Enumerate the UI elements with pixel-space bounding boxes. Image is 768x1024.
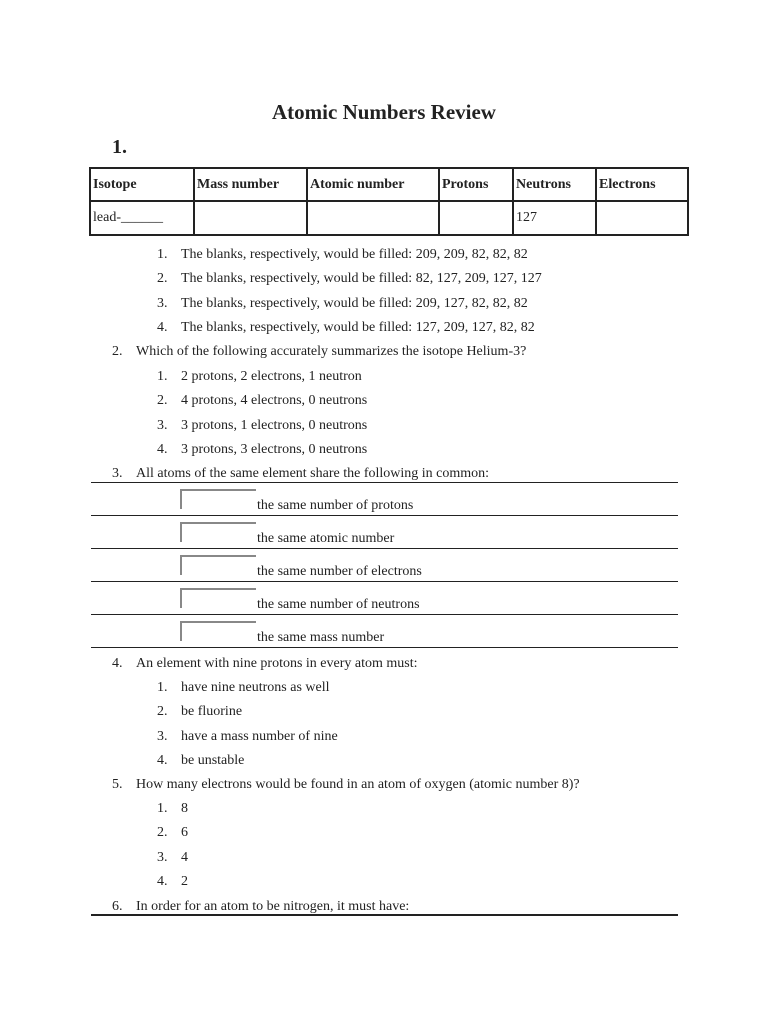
question-2-options	[157, 365, 367, 462]
question-4-options	[157, 676, 338, 773]
divider	[91, 482, 678, 483]
header-cell: Mass number	[194, 168, 307, 201]
divider	[91, 614, 678, 615]
divider	[91, 647, 678, 648]
header-cell: Atomic number	[307, 168, 439, 201]
table-cell: lead-______	[90, 201, 194, 235]
checkbox[interactable]	[180, 621, 256, 641]
list-item: 3. have a mass number of nine	[157, 728, 338, 744]
question-4: 4. An element with nine protons in every atom must:	[112, 656, 418, 671]
checkbox-label: the same number of electrons	[257, 564, 422, 579]
checkbox[interactable]	[180, 555, 256, 575]
divider	[91, 581, 678, 582]
checkbox[interactable]	[180, 588, 256, 608]
page-title: Atomic Numbers Review	[272, 100, 496, 124]
header-cell: Protons	[439, 168, 513, 201]
list-item: 2. 6	[157, 825, 188, 841]
divider	[91, 515, 678, 516]
table-cell	[439, 201, 513, 235]
question-5-options	[157, 797, 188, 894]
table-header-row	[90, 168, 688, 201]
table-row	[90, 201, 688, 235]
list-item: 4. 2	[157, 873, 188, 889]
table-cell	[596, 201, 688, 235]
question-3: 3. All atoms of the same element share the following in common:	[112, 466, 490, 481]
list-item: 2. The blanks, respectively, would be filled: 82, 127, 209, 127, 127	[157, 271, 542, 287]
question-1-options	[157, 243, 542, 340]
question-1-number: 1.	[112, 136, 127, 158]
checkbox-label: the same number of protons	[257, 498, 414, 513]
list-item: 3. 4	[157, 849, 188, 865]
list-item: 2. 4 protons, 4 electrons, 0 neutrons	[157, 393, 368, 409]
header-cell: Neutrons	[513, 168, 596, 201]
question-2: 2. Which of the following accurately summarizes the isotope Helium-3?	[112, 344, 527, 359]
checkbox[interactable]	[180, 489, 256, 509]
list-item: 3. The blanks, respectively, would be filled: 209, 127, 82, 82, 82	[157, 295, 528, 311]
checkbox[interactable]	[180, 522, 256, 542]
list-item: 4. be unstable	[157, 752, 245, 768]
list-item: 1. have nine neutrons as well	[157, 680, 330, 695]
list-item: 4. 3 protons, 3 electrons, 0 neutrons	[157, 441, 368, 457]
checkbox-label: the same number of neutrons	[257, 597, 420, 612]
checkbox-label: the same mass number	[257, 630, 385, 645]
checkbox-label: the same atomic number	[257, 531, 395, 546]
list-item: 1. 8	[157, 801, 188, 816]
list-item: 3. 3 protons, 1 electrons, 0 neutrons	[157, 417, 368, 433]
list-item: 1. The blanks, respectively, would be filled: 209, 209, 82, 82, 82	[157, 247, 528, 262]
header-cell: Electrons	[596, 168, 688, 201]
header-cell: Isotope	[90, 168, 194, 201]
list-item: 2. be fluorine	[157, 704, 243, 720]
divider	[91, 548, 678, 549]
divider	[91, 914, 678, 916]
table-cell	[307, 201, 439, 235]
list-item: 4. The blanks, respectively, would be filled: 127, 209, 127, 82, 82	[157, 319, 535, 335]
table-cell: 127	[513, 201, 596, 235]
table-cell	[194, 201, 307, 235]
list-item: 1. 2 protons, 2 electrons, 1 neutron	[157, 369, 362, 384]
question-6: 6. In order for an atom to be nitrogen, it must have:	[112, 899, 410, 914]
question-5: 5. How many electrons would be found in an atom of oxygen (atomic number 8)?	[112, 777, 580, 792]
isotope-table	[89, 167, 689, 236]
